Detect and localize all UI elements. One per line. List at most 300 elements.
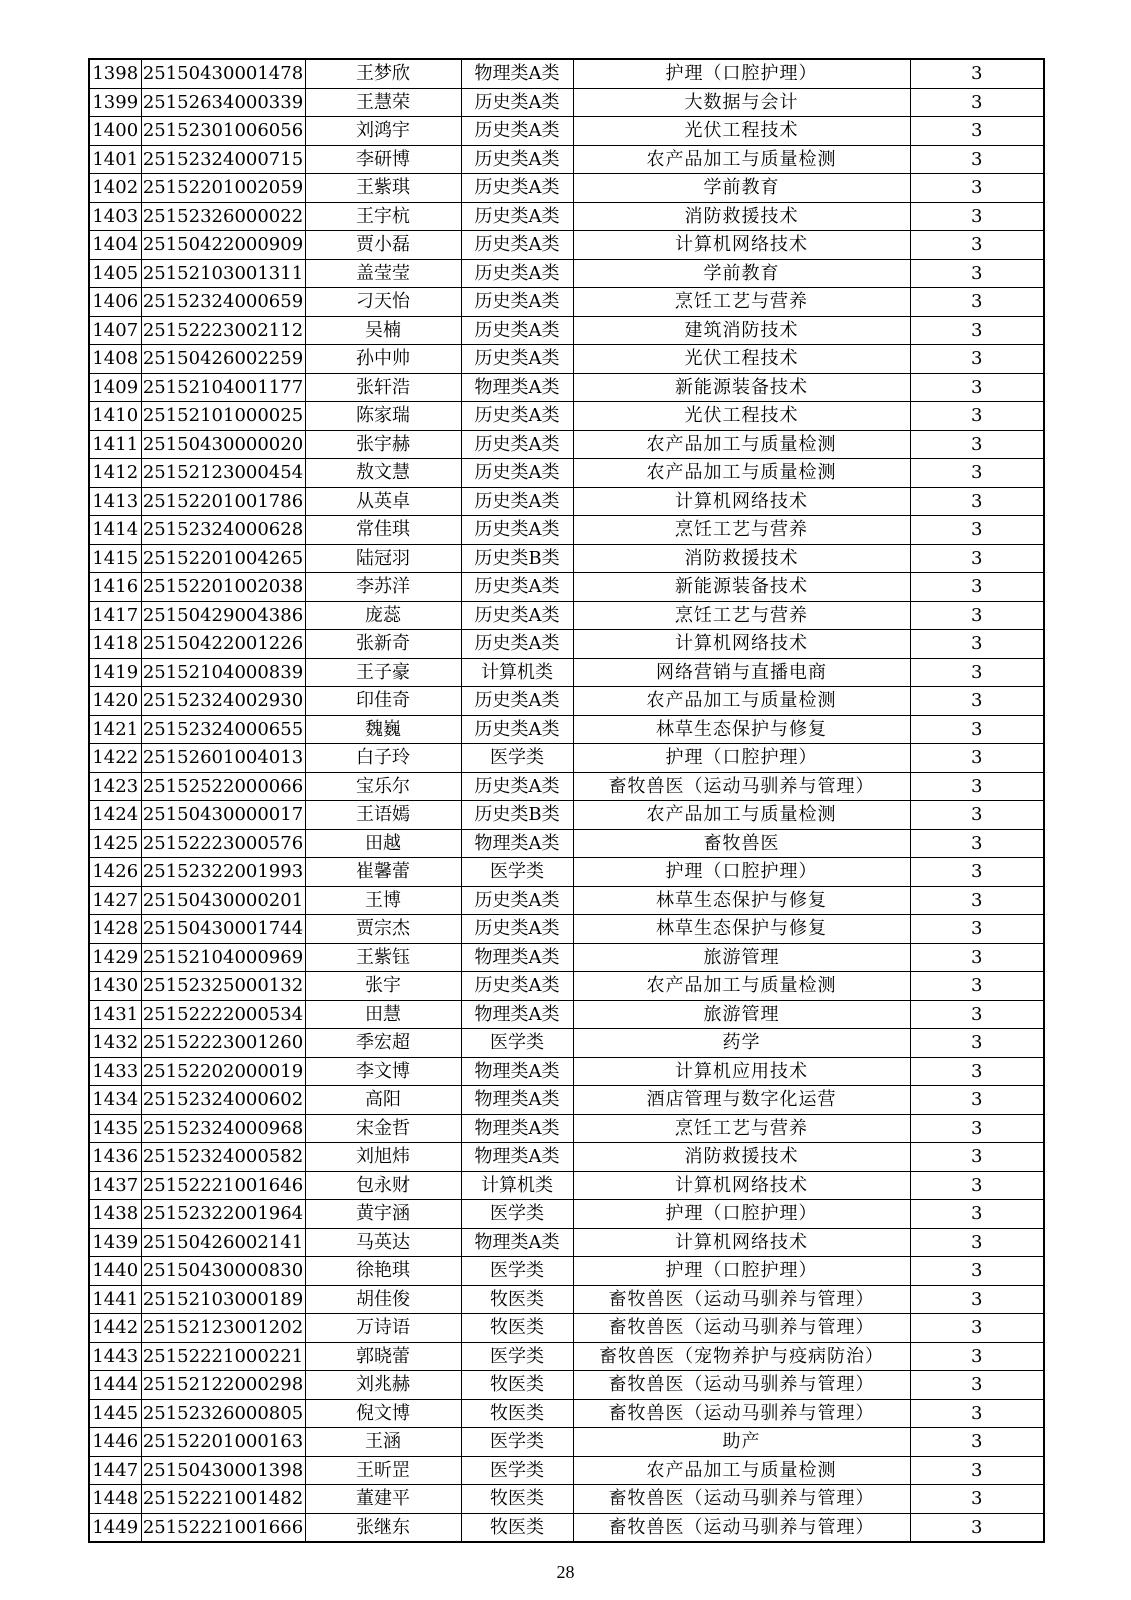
student-name-cell: 马英达	[305, 1228, 461, 1257]
table-row	[89, 1029, 1044, 1058]
table-row	[89, 943, 1044, 972]
category-cell: 历史类A类	[461, 573, 573, 602]
serial-number-cell: 1412	[89, 459, 141, 488]
table-row	[89, 658, 1044, 687]
score-cell: 3	[910, 145, 1044, 174]
major-cell: 计算机应用技术	[573, 1057, 910, 1086]
category-cell: 物理类A类	[461, 1114, 573, 1143]
major-cell: 畜牧兽医（运动马驯养与管理）	[573, 1399, 910, 1428]
student-name-cell: 贾小磊	[305, 231, 461, 260]
student-name-cell: 宋金哲	[305, 1114, 461, 1143]
exam-number-cell: 25152221001666	[141, 1513, 305, 1542]
exam-number-cell: 25150422000909	[141, 231, 305, 260]
exam-number-cell: 25152322001964	[141, 1200, 305, 1229]
exam-number-cell: 25150430000830	[141, 1257, 305, 1286]
major-cell: 建筑消防技术	[573, 316, 910, 345]
serial-number-cell: 1410	[89, 402, 141, 431]
serial-number-cell: 1430	[89, 972, 141, 1001]
score-cell: 3	[910, 202, 1044, 231]
category-cell: 计算机类	[461, 1171, 573, 1200]
table-row	[89, 1513, 1044, 1542]
score-cell: 3	[910, 459, 1044, 488]
exam-number-cell: 25152324002930	[141, 687, 305, 716]
category-cell: 历史类A类	[461, 915, 573, 944]
category-cell: 医学类	[461, 744, 573, 773]
major-cell: 畜牧兽医（宠物养护与疫病防治）	[573, 1342, 910, 1371]
serial-number-cell: 1399	[89, 88, 141, 117]
major-cell: 消防救援技术	[573, 1143, 910, 1172]
exam-number-cell: 25152201002059	[141, 174, 305, 203]
score-cell: 3	[910, 316, 1044, 345]
exam-number-cell: 25152522000066	[141, 772, 305, 801]
table-row	[89, 288, 1044, 317]
exam-number-cell: 25150430001398	[141, 1456, 305, 1485]
table-row	[89, 1285, 1044, 1314]
student-name-cell: 王宇杭	[305, 202, 461, 231]
major-cell: 计算机网络技术	[573, 1228, 910, 1257]
student-name-cell: 田越	[305, 829, 461, 858]
exam-number-cell: 25152324000655	[141, 715, 305, 744]
major-cell: 消防救援技术	[573, 544, 910, 573]
table-row	[89, 601, 1044, 630]
category-cell: 牧医类	[461, 1285, 573, 1314]
score-cell: 3	[910, 373, 1044, 402]
major-cell: 护理（口腔护理）	[573, 1257, 910, 1286]
student-name-cell: 陆冠羽	[305, 544, 461, 573]
student-name-cell: 田慧	[305, 1000, 461, 1029]
score-cell: 3	[910, 801, 1044, 830]
table-row	[89, 1456, 1044, 1485]
serial-number-cell: 1403	[89, 202, 141, 231]
student-name-cell: 张轩浩	[305, 373, 461, 402]
category-cell: 牧医类	[461, 1513, 573, 1542]
major-cell: 畜牧兽医（运动马驯养与管理）	[573, 1314, 910, 1343]
student-name-cell: 包永财	[305, 1171, 461, 1200]
table-row	[89, 744, 1044, 773]
serial-number-cell: 1446	[89, 1428, 141, 1457]
student-name-cell: 李文博	[305, 1057, 461, 1086]
student-name-cell: 郭晓蕾	[305, 1342, 461, 1371]
score-cell: 3	[910, 715, 1044, 744]
score-cell: 3	[910, 829, 1044, 858]
student-name-cell: 庞蕊	[305, 601, 461, 630]
serial-number-cell: 1409	[89, 373, 141, 402]
exam-number-cell: 25152202000019	[141, 1057, 305, 1086]
major-cell: 光伏工程技术	[573, 345, 910, 374]
category-cell: 历史类A类	[461, 259, 573, 288]
score-cell: 3	[910, 1086, 1044, 1115]
exam-number-cell: 25152326000805	[141, 1399, 305, 1428]
serial-number-cell: 1426	[89, 858, 141, 887]
category-cell: 历史类A类	[461, 687, 573, 716]
major-cell: 旅游管理	[573, 1000, 910, 1029]
category-cell: 历史类A类	[461, 231, 573, 260]
major-cell: 消防救援技术	[573, 202, 910, 231]
exam-number-cell: 25152104000839	[141, 658, 305, 687]
student-name-cell: 刘兆赫	[305, 1371, 461, 1400]
student-name-cell: 白子玲	[305, 744, 461, 773]
student-name-cell: 刘旭炜	[305, 1143, 461, 1172]
score-cell: 3	[910, 1000, 1044, 1029]
category-cell: 计算机类	[461, 658, 573, 687]
student-name-cell: 徐艳琪	[305, 1257, 461, 1286]
table-row	[89, 886, 1044, 915]
category-cell: 物理类A类	[461, 1057, 573, 1086]
student-name-cell: 董建平	[305, 1485, 461, 1514]
serial-number-cell: 1408	[89, 345, 141, 374]
category-cell: 医学类	[461, 1029, 573, 1058]
score-cell: 3	[910, 345, 1044, 374]
table-row	[89, 772, 1044, 801]
table-row	[89, 1314, 1044, 1343]
major-cell: 农产品加工与质量检测	[573, 145, 910, 174]
serial-number-cell: 1441	[89, 1285, 141, 1314]
table-row	[89, 687, 1044, 716]
major-cell: 护理（口腔护理）	[573, 744, 910, 773]
score-cell: 3	[910, 630, 1044, 659]
serial-number-cell: 1436	[89, 1143, 141, 1172]
table-row	[89, 915, 1044, 944]
serial-number-cell: 1447	[89, 1456, 141, 1485]
score-cell: 3	[910, 402, 1044, 431]
score-cell: 3	[910, 943, 1044, 972]
exam-number-cell: 25152101000025	[141, 402, 305, 431]
serial-number-cell: 1438	[89, 1200, 141, 1229]
score-cell: 3	[910, 1456, 1044, 1485]
exam-number-cell: 25152221000221	[141, 1342, 305, 1371]
major-cell: 大数据与会计	[573, 88, 910, 117]
score-cell: 3	[910, 1228, 1044, 1257]
score-cell: 3	[910, 858, 1044, 887]
score-cell: 3	[910, 658, 1044, 687]
student-name-cell: 高阳	[305, 1086, 461, 1115]
major-cell: 农产品加工与质量检测	[573, 459, 910, 488]
serial-number-cell: 1435	[89, 1114, 141, 1143]
table-row	[89, 1057, 1044, 1086]
student-name-cell: 季宏超	[305, 1029, 461, 1058]
table-row	[89, 259, 1044, 288]
table-row	[89, 1485, 1044, 1514]
exam-number-cell: 25152325000132	[141, 972, 305, 1001]
table-row	[89, 117, 1044, 146]
major-cell: 计算机网络技术	[573, 231, 910, 260]
student-name-cell: 王子豪	[305, 658, 461, 687]
student-name-cell: 从英卓	[305, 487, 461, 516]
student-name-cell: 倪文博	[305, 1399, 461, 1428]
serial-number-cell: 1433	[89, 1057, 141, 1086]
score-cell: 3	[910, 1342, 1044, 1371]
exam-number-cell: 25152201001786	[141, 487, 305, 516]
serial-number-cell: 1401	[89, 145, 141, 174]
exam-number-cell: 25152223001260	[141, 1029, 305, 1058]
major-cell: 烹饪工艺与营养	[573, 288, 910, 317]
serial-number-cell: 1449	[89, 1513, 141, 1542]
student-name-cell: 张新奇	[305, 630, 461, 659]
major-cell: 农产品加工与质量检测	[573, 687, 910, 716]
serial-number-cell: 1404	[89, 231, 141, 260]
category-cell: 历史类A类	[461, 288, 573, 317]
category-cell: 历史类A类	[461, 972, 573, 1001]
score-cell: 3	[910, 1171, 1044, 1200]
major-cell: 烹饪工艺与营养	[573, 601, 910, 630]
major-cell: 助产	[573, 1428, 910, 1457]
page-number: 28	[556, 1562, 575, 1582]
serial-number-cell: 1432	[89, 1029, 141, 1058]
serial-number-cell: 1417	[89, 601, 141, 630]
student-name-cell: 胡佳俊	[305, 1285, 461, 1314]
serial-number-cell: 1425	[89, 829, 141, 858]
exam-number-cell: 25152634000339	[141, 88, 305, 117]
serial-number-cell: 1416	[89, 573, 141, 602]
table-row	[89, 972, 1044, 1001]
student-name-cell: 刘鸿宇	[305, 117, 461, 146]
score-cell: 3	[910, 1399, 1044, 1428]
table-row	[89, 1399, 1044, 1428]
student-name-cell: 王梦欣	[305, 59, 461, 88]
major-cell: 林草生态保护与修复	[573, 915, 910, 944]
category-cell: 历史类A类	[461, 601, 573, 630]
serial-number-cell: 1415	[89, 544, 141, 573]
category-cell: 牧医类	[461, 1399, 573, 1428]
exam-number-cell: 25152201002038	[141, 573, 305, 602]
serial-number-cell: 1427	[89, 886, 141, 915]
serial-number-cell: 1420	[89, 687, 141, 716]
major-cell: 农产品加工与质量检测	[573, 430, 910, 459]
category-cell: 历史类A类	[461, 88, 573, 117]
score-cell: 3	[910, 1057, 1044, 1086]
table-row	[89, 231, 1044, 260]
student-name-cell: 张宇	[305, 972, 461, 1001]
student-name-cell: 吴楠	[305, 316, 461, 345]
score-cell: 3	[910, 601, 1044, 630]
major-cell: 畜牧兽医	[573, 829, 910, 858]
table-row	[89, 801, 1044, 830]
score-cell: 3	[910, 1114, 1044, 1143]
serial-number-cell: 1434	[89, 1086, 141, 1115]
serial-number-cell: 1405	[89, 259, 141, 288]
category-cell: 物理类A类	[461, 373, 573, 402]
exam-number-cell: 25152123000454	[141, 459, 305, 488]
category-cell: 医学类	[461, 1428, 573, 1457]
serial-number-cell: 1398	[89, 59, 141, 88]
table-row	[89, 573, 1044, 602]
category-cell: 医学类	[461, 858, 573, 887]
category-cell: 医学类	[461, 1200, 573, 1229]
major-cell: 光伏工程技术	[573, 402, 910, 431]
serial-number-cell: 1444	[89, 1371, 141, 1400]
exam-number-cell: 25152123001202	[141, 1314, 305, 1343]
score-cell: 3	[910, 1029, 1044, 1058]
score-cell: 3	[910, 1485, 1044, 1514]
major-cell: 酒店管理与数字化运营	[573, 1086, 910, 1115]
major-cell: 护理（口腔护理）	[573, 858, 910, 887]
table-row	[89, 345, 1044, 374]
category-cell: 历史类A类	[461, 117, 573, 146]
category-cell: 物理类A类	[461, 59, 573, 88]
serial-number-cell: 1428	[89, 915, 141, 944]
major-cell: 学前教育	[573, 174, 910, 203]
score-cell: 3	[910, 487, 1044, 516]
table-row	[89, 202, 1044, 231]
exam-number-cell: 25152324000968	[141, 1114, 305, 1143]
major-cell: 农产品加工与质量检测	[573, 1456, 910, 1485]
serial-number-cell: 1413	[89, 487, 141, 516]
table-row	[89, 174, 1044, 203]
table-row	[89, 516, 1044, 545]
score-cell: 3	[910, 772, 1044, 801]
category-cell: 历史类A类	[461, 145, 573, 174]
score-cell: 3	[910, 687, 1044, 716]
student-name-cell: 王涵	[305, 1428, 461, 1457]
category-cell: 物理类A类	[461, 1143, 573, 1172]
score-cell: 3	[910, 1285, 1044, 1314]
score-cell: 3	[910, 1143, 1044, 1172]
score-cell: 3	[910, 744, 1044, 773]
table-row	[89, 1342, 1044, 1371]
score-cell: 3	[910, 972, 1044, 1001]
major-cell: 计算机网络技术	[573, 1171, 910, 1200]
serial-number-cell: 1421	[89, 715, 141, 744]
exam-number-cell: 25150430000020	[141, 430, 305, 459]
exam-number-cell: 25150430001478	[141, 59, 305, 88]
student-name-cell: 魏巍	[305, 715, 461, 744]
exam-number-cell: 25152104001177	[141, 373, 305, 402]
major-cell: 药学	[573, 1029, 910, 1058]
score-cell: 3	[910, 231, 1044, 260]
student-name-cell: 盖莹莹	[305, 259, 461, 288]
admission-list-table	[88, 58, 1045, 1543]
student-name-cell: 李研博	[305, 145, 461, 174]
exam-number-cell: 25152322001993	[141, 858, 305, 887]
exam-number-cell: 25150430000201	[141, 886, 305, 915]
exam-number-cell: 25152326000022	[141, 202, 305, 231]
table-row	[89, 316, 1044, 345]
table-row	[89, 1114, 1044, 1143]
exam-number-cell: 25150426002259	[141, 345, 305, 374]
category-cell: 历史类A类	[461, 772, 573, 801]
table-row	[89, 544, 1044, 573]
major-cell: 畜牧兽医（运动马驯养与管理）	[573, 1485, 910, 1514]
major-cell: 畜牧兽医（运动马驯养与管理）	[573, 1285, 910, 1314]
major-cell: 林草生态保护与修复	[573, 886, 910, 915]
category-cell: 物理类A类	[461, 1228, 573, 1257]
table-row	[89, 829, 1044, 858]
score-cell: 3	[910, 886, 1044, 915]
major-cell: 护理（口腔护理）	[573, 59, 910, 88]
table-row	[89, 1000, 1044, 1029]
score-cell: 3	[910, 117, 1044, 146]
major-cell: 网络营销与直播电商	[573, 658, 910, 687]
table-row	[89, 1086, 1044, 1115]
major-cell: 烹饪工艺与营养	[573, 516, 910, 545]
exam-number-cell: 25152221001482	[141, 1485, 305, 1514]
exam-number-cell: 25152301006056	[141, 117, 305, 146]
serial-number-cell: 1443	[89, 1342, 141, 1371]
category-cell: 历史类A类	[461, 430, 573, 459]
score-cell: 3	[910, 1371, 1044, 1400]
table-row	[89, 858, 1044, 887]
table-row	[89, 1143, 1044, 1172]
category-cell: 历史类A类	[461, 174, 573, 203]
score-cell: 3	[910, 1314, 1044, 1343]
score-cell: 3	[910, 915, 1044, 944]
table-row	[89, 487, 1044, 516]
category-cell: 历史类A类	[461, 402, 573, 431]
major-cell: 旅游管理	[573, 943, 910, 972]
serial-number-cell: 1423	[89, 772, 141, 801]
score-cell: 3	[910, 1200, 1044, 1229]
category-cell: 医学类	[461, 1257, 573, 1286]
score-cell: 3	[910, 1257, 1044, 1286]
exam-number-cell: 25150422001226	[141, 630, 305, 659]
score-cell: 3	[910, 544, 1044, 573]
category-cell: 历史类B类	[461, 544, 573, 573]
major-cell: 计算机网络技术	[573, 630, 910, 659]
student-name-cell: 王紫钰	[305, 943, 461, 972]
category-cell: 物理类A类	[461, 1000, 573, 1029]
major-cell: 畜牧兽医（运动马驯养与管理）	[573, 772, 910, 801]
exam-number-cell: 25152324000602	[141, 1086, 305, 1115]
major-cell: 畜牧兽医（运动马驯养与管理）	[573, 1513, 910, 1542]
exam-number-cell: 25150430001744	[141, 915, 305, 944]
exam-number-cell: 25152324000659	[141, 288, 305, 317]
serial-number-cell: 1424	[89, 801, 141, 830]
major-cell: 护理（口腔护理）	[573, 1200, 910, 1229]
table-row	[89, 1257, 1044, 1286]
score-cell: 3	[910, 259, 1044, 288]
serial-number-cell: 1411	[89, 430, 141, 459]
category-cell: 医学类	[461, 1342, 573, 1371]
student-name-cell: 李苏洋	[305, 573, 461, 602]
serial-number-cell: 1429	[89, 943, 141, 972]
category-cell: 历史类A类	[461, 459, 573, 488]
exam-number-cell: 25152601004013	[141, 744, 305, 773]
student-name-cell: 常佳琪	[305, 516, 461, 545]
exam-number-cell: 25152104000969	[141, 943, 305, 972]
serial-number-cell: 1431	[89, 1000, 141, 1029]
major-cell: 计算机网络技术	[573, 487, 910, 516]
table-row	[89, 430, 1044, 459]
category-cell: 牧医类	[461, 1371, 573, 1400]
exam-number-cell: 25152201004265	[141, 544, 305, 573]
table-body	[89, 59, 1044, 1542]
category-cell: 历史类A类	[461, 345, 573, 374]
serial-number-cell: 1439	[89, 1228, 141, 1257]
exam-number-cell: 25152223000576	[141, 829, 305, 858]
category-cell: 牧医类	[461, 1485, 573, 1514]
exam-number-cell: 25150430000017	[141, 801, 305, 830]
major-cell: 新能源装备技术	[573, 573, 910, 602]
serial-number-cell: 1406	[89, 288, 141, 317]
student-name-cell: 张宇赫	[305, 430, 461, 459]
serial-number-cell: 1445	[89, 1399, 141, 1428]
table-row	[89, 1200, 1044, 1229]
exam-number-cell: 25152324000582	[141, 1143, 305, 1172]
student-name-cell: 敖文慧	[305, 459, 461, 488]
category-cell: 物理类A类	[461, 1086, 573, 1115]
major-cell: 农产品加工与质量检测	[573, 801, 910, 830]
table-row	[89, 59, 1044, 88]
major-cell: 烹饪工艺与营养	[573, 1114, 910, 1143]
major-cell: 光伏工程技术	[573, 117, 910, 146]
exam-number-cell: 25152103001311	[141, 259, 305, 288]
score-cell: 3	[910, 430, 1044, 459]
exam-number-cell: 25152222000534	[141, 1000, 305, 1029]
category-cell: 物理类A类	[461, 829, 573, 858]
table-row	[89, 630, 1044, 659]
table-row	[89, 459, 1044, 488]
serial-number-cell: 1419	[89, 658, 141, 687]
